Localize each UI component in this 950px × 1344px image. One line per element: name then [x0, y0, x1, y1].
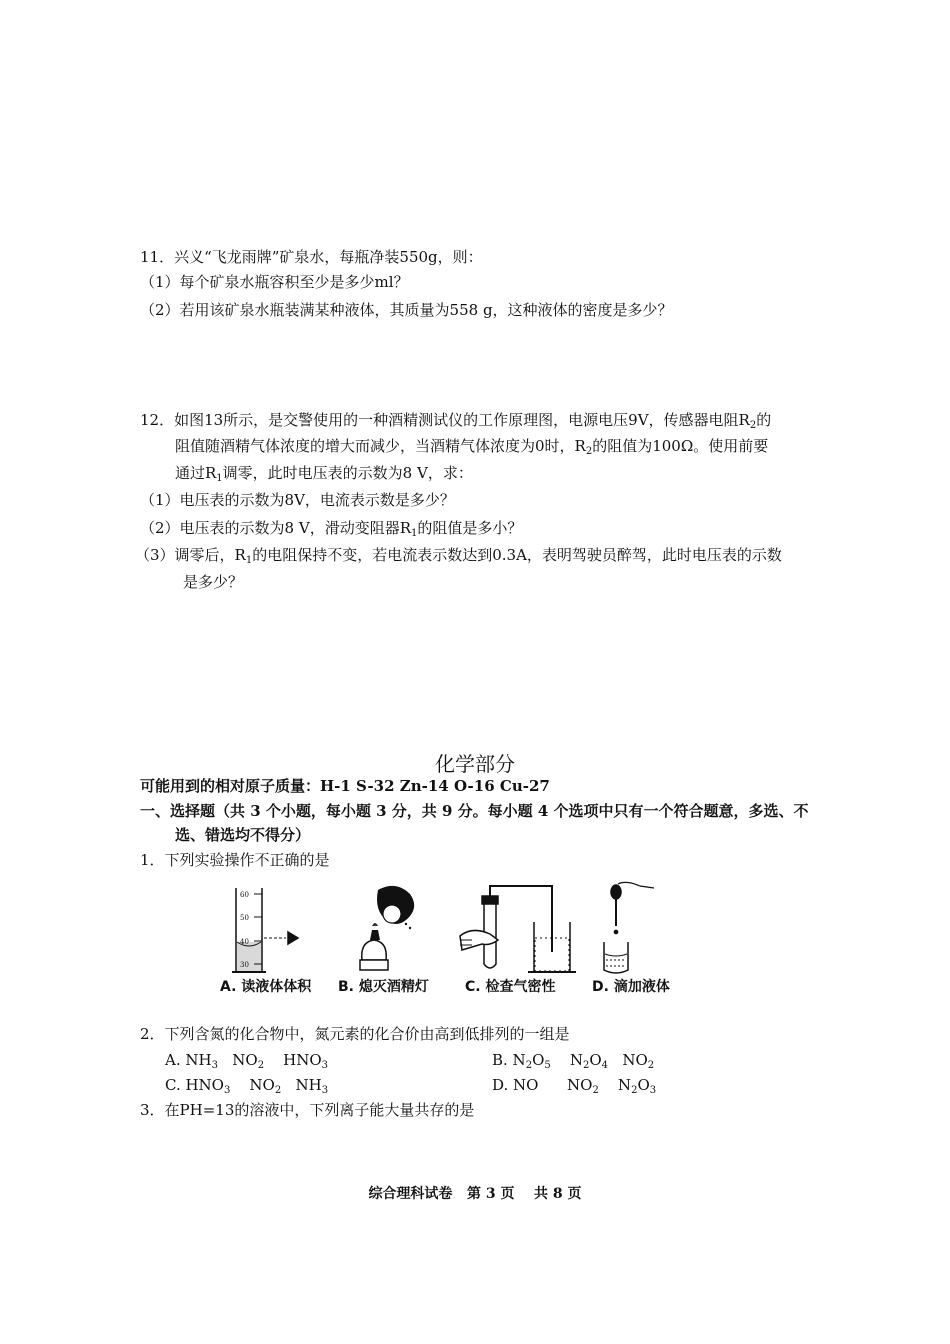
tick-30: 30 — [240, 961, 249, 969]
chem-q2-option-b: B. $N_2O_5$ $N_2O_4$ $NO_2$ — [492, 1051, 655, 1071]
q12-line2: 阻值随酒精气体浓度的增大而减少，当酒精气体浓度为0时，$R_2$的阻值为100Ω。使用前要 — [175, 437, 769, 457]
caption-c: C. 检查气密性 — [465, 979, 556, 995]
tick-40: 40 — [240, 938, 249, 946]
dropper-image — [604, 882, 654, 973]
q11-stem: 11．兴义“飞龙雨牌”矿泉水，每瓶净装550g，则： — [140, 248, 483, 266]
chem-q2-option-a: A. $NH_3$ $NO_2$ $HNO_3$ — [165, 1051, 329, 1071]
caption-b: B. 熄灭酒精灯 — [338, 979, 429, 995]
alcohol-lamp-image — [360, 886, 414, 970]
airtightness-check-image — [460, 886, 576, 972]
caption-d: D. 滴加液体 — [592, 979, 670, 995]
chemistry-title: 化学部分 — [435, 752, 515, 776]
section1-heading: 一、选择题（共 3 个小题，每小题 3 分，共 9 分。每小题 4 个选项中只有一个符合题意，多选、不 — [140, 802, 809, 820]
q12-sub1: （1）电压表的示数为8V，电流表示数是多少？ — [140, 491, 455, 509]
q12-line3: 通过$R_1$调零，此时电压表的示数为8 V，求： — [175, 464, 473, 484]
q11-sub1: （1）每个矿泉水瓶容积至少是多少ml？ — [140, 273, 409, 291]
chem-q1-stem: 1．下列实验操作不正确的是 — [140, 851, 330, 869]
q12-sub2: （2）电压表的示数为8 V，滑动变阻器$R_1$的阻值是多小？ — [140, 519, 523, 539]
graduated-cylinder-image — [232, 888, 298, 972]
tick-60: 60 — [240, 891, 249, 899]
q12-line1: 12．如图13所示，是交警使用的一种酒精测试仪的工作原理图，电源电压9V，传感器电阻$R_2$的 — [140, 411, 772, 431]
chem-q2-option-d: D. NO $NO_2$ $N_2O_3$ — [492, 1076, 657, 1096]
caption-a: A. 读液体体积 — [220, 979, 312, 995]
chem-q3-stem: 3．在PH=13的溶液中，下列离子能大量共存的是 — [140, 1101, 475, 1119]
chem-q2-option-c: C. $HNO_3$ $NO_2$ $NH_3$ — [165, 1076, 329, 1096]
atomic-mass-line: 可能用到的相对原子质量：H-1 S-32 Zn-14 O-16 Cu-27 — [140, 777, 550, 795]
q12-sub3: （3）调零后，$R_1$的电阻保持不变，若电流表示数达到0.3A，表明驾驶员醉驾，此时电压表的示数 — [135, 546, 782, 566]
page-footer: 综合理科试卷 第 3 页 共 8 页 — [368, 1186, 582, 1202]
tick-50: 50 — [240, 914, 249, 922]
chem-q2-stem: 2．下列含氮的化合物中，氮元素的化合价由高到低排列的一组是 — [140, 1025, 570, 1043]
q11-sub2: （2）若用该矿泉水瓶装满某种液体，其质量为558 g，这种液体的密度是多少？ — [140, 301, 673, 319]
section1-heading-cont: 选、错选均不得分） — [175, 826, 311, 844]
q12-sub3-cont: 是多少？ — [183, 573, 244, 591]
